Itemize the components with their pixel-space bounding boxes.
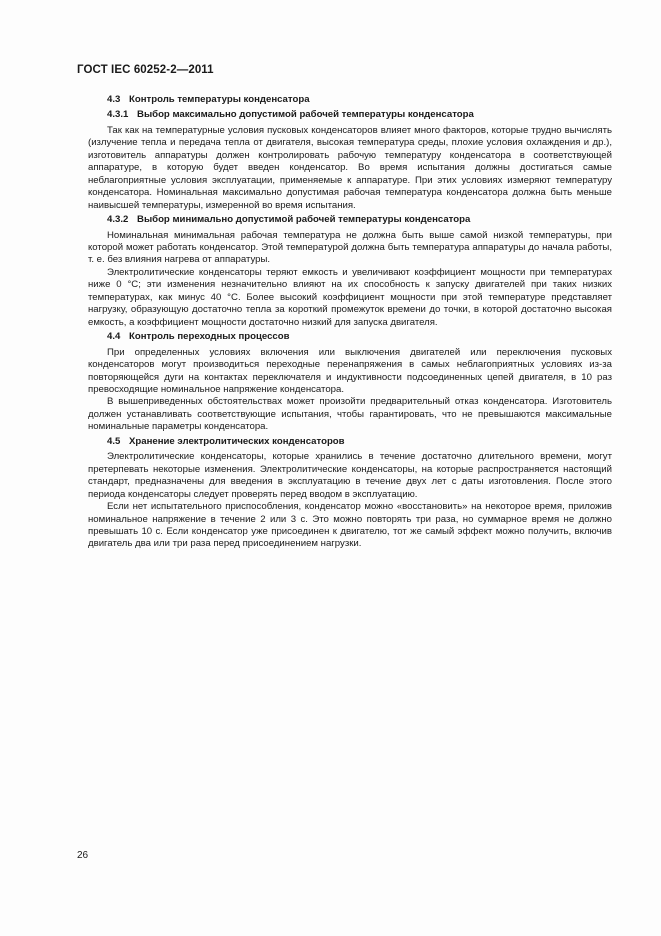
paragraph: При определенных условиях включения или выключения двигателей или переключения пусковых конденсаторов могут производиться переходные перенапряжения в самых неблагоприятных условиях из-за повторяющейся дуги на контактах переключателя и индуктивности подсоединенных цепей двигателя, в 10 раз превосходящие номинальное напряжение конденсатора.	[88, 346, 612, 395]
paragraph: Электролитические конденсаторы теряют емкость и увеличивают коэффициент мощности при температурах ниже 0 °С; эти изменения незначительно влияют на их способность к запуску двигателей при таких низких температурах, как минус 40 °С. Более высокий коэффициент мощности при этой температуре представляет нагрузку, образующую достаточно тепла за короткий промежуток времени до точки, в которой достаточно высокая емкость, а коэффициент мощности достаточно низкий для запуска двигателя.	[88, 266, 612, 328]
section-heading	[107, 109, 612, 121]
section-title: Выбор максимально допустимой рабочей температуры конденсатора	[137, 109, 474, 121]
document-header: ГОСТ IEC 60252-2—2011	[77, 64, 214, 76]
section-heading	[107, 436, 612, 448]
paragraph: Номинальная минимальная рабочая температура не должна быть выше самой низкой температуры, при которой может работать конденсатор. Этой температурой должна быть температура аппаратуры до начала работы, т. е. без влияния нагрева от аппаратуры.	[88, 229, 612, 266]
section-number: 4.4	[107, 331, 121, 343]
paragraph: В вышеприведенных обстоятельствах может произойти предварительный отказ конденсатора. Изготовитель должен устанавливать соответствующие испытания, чтобы гарантировать, что не превышаются максимальные номинальные параметры конденсатора.	[88, 396, 612, 433]
page-number: 26	[77, 850, 89, 861]
section-number: 4.3	[107, 94, 121, 105]
section-4-3-2	[88, 214, 612, 329]
section-title: Контроль температуры конденсатора	[129, 94, 310, 105]
section-title: Выбор минимально допустимой рабочей температуры конденсатора	[137, 214, 471, 226]
section-4-3	[88, 94, 612, 106]
section-4-3-1	[88, 109, 612, 212]
paragraph: Так как на температурные условия пусковых конденсаторов влияет много факторов, которые трудно вычислять (излучение тепла и передача тепла от двигателя, высокая температура среды, плохие условия охлаждения и др.), изготовитель аппаратуры должен контролировать рабочую температуру конденсатора в соответствующей аппаратуре, в которую будет введен конденсатор. Во время испытания должны достигаться самые неблагоприятные условия эксплуатации, применяемые к аппаратуре. При этих условиях измеряют температуру конденсатора. Номинальная максимально допустимая рабочая температура конденсатора должна быть меньше наивысшей температуры, измеренной во время испытания.	[88, 124, 612, 211]
section-heading	[107, 94, 612, 106]
section-number: 4.5	[107, 435, 121, 447]
section-title: Контроль переходных процессов	[129, 331, 290, 343]
section-4-4	[88, 331, 612, 434]
section-heading	[107, 331, 612, 343]
paragraph: Если нет испытательного приспособления, конденсатор можно «восстановить» на некоторое время, приложив номинальное напряжение в течение 2 или 3 с. Это можно повторять три раза, но суммарное время не должно превышать 10 с. Если конденсатор уже присоединен к двигателю, тот же самый эффект можно получить, включив двигатель два или три раза перед присоединением нагрузки.	[88, 501, 612, 550]
section-number: 4.3.1	[107, 109, 129, 121]
paragraph: Электролитические конденсаторы, которые хранились в течение достаточно длительного времени, могут претерпевать некоторые изменения. Электролитические конденсаторы, на которые распространяется настоящий стандарт, предназначены для введения в эксплуатацию в течение двух лет с даты изготовления. После этого периода конденсаторы следует проверять перед вводом в эксплуатацию.	[88, 451, 612, 500]
section-title: Хранение электролитических конденсаторов	[129, 435, 345, 447]
document-body	[88, 94, 612, 553]
section-heading	[107, 214, 612, 226]
section-number: 4.3.2	[107, 214, 129, 226]
section-4-5	[88, 436, 612, 551]
